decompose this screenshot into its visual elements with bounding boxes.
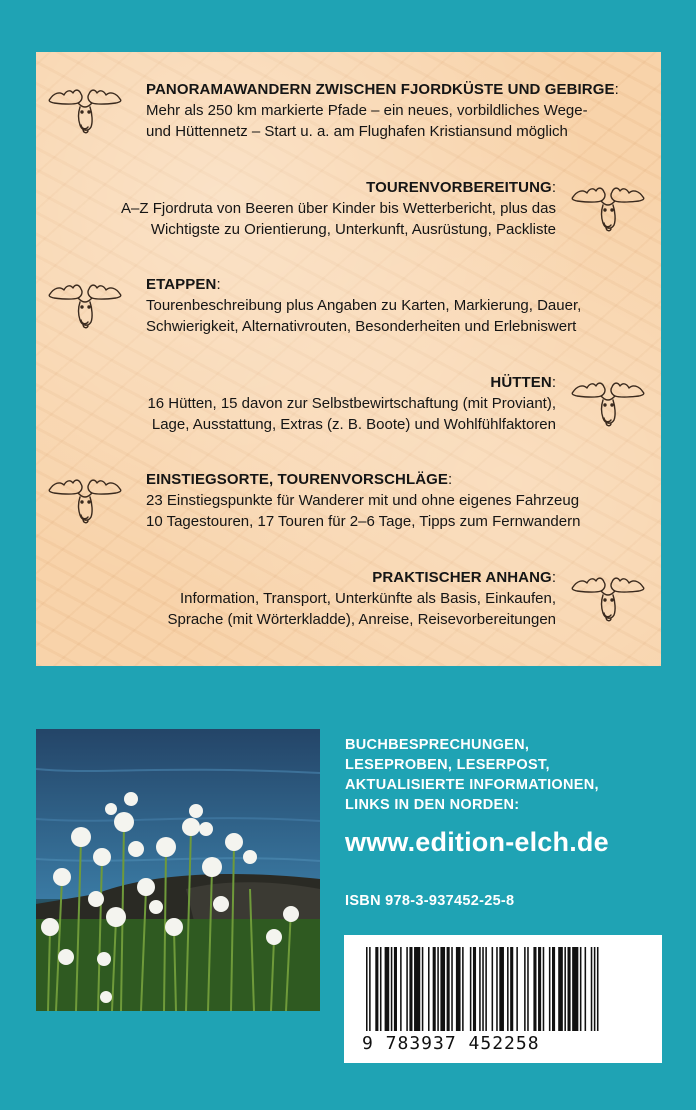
section-line: 16 Hütten, 15 davon zur Selbstbewirtschaftung (mit Proviant), — [147, 395, 556, 412]
barcode-bar — [451, 947, 453, 1031]
barcode-bar — [485, 947, 487, 1031]
cotton-grass-photo — [36, 729, 320, 1011]
barcode-bar — [422, 947, 424, 1031]
info-line: LESEPROBEN, LESERPOST, — [345, 757, 550, 773]
barcode-bar — [433, 947, 436, 1031]
barcode-bar — [558, 947, 563, 1031]
barcode-bar — [496, 947, 498, 1031]
barcode-icon — [362, 947, 644, 1031]
barcode-bar — [527, 947, 529, 1031]
barcode-bar — [594, 947, 596, 1031]
barcode-bar — [524, 947, 526, 1031]
barcode-bar — [552, 947, 555, 1031]
info-line: AKTUALISIERTE INFORMATIONEN, — [345, 777, 599, 793]
section-line: Wichtigste zu Orientierung, Unterkunft, Ausrüstung, Packliste — [150, 221, 556, 238]
moose-drawing — [565, 183, 651, 235]
heading-colon: : — [551, 569, 556, 586]
section-heading: PANORAMAWANDERN ZWISCHEN FJORDKÜSTE UND GEBIRGE — [146, 81, 615, 98]
section-line: Lage, Ausstattung, Extras (z. B. Boote) und Wohlfühlfaktoren — [151, 416, 556, 433]
barcode-bar — [482, 947, 484, 1031]
section-line: Schwierigkeit, Alternativrouten, Besonderheiten und Erlebniswert — [146, 318, 577, 335]
barcode-bar — [470, 947, 472, 1031]
barcode-bar — [414, 947, 420, 1031]
moose-drawing — [565, 573, 651, 625]
section-line: 10 Tagestouren, 17 Touren für 2–6 Tage, Tipps zum Fernwandern — [146, 513, 581, 530]
section-text — [146, 274, 581, 337]
section-line: A–Z Fjordruta von Beeren über Kinder bis Wetterbericht, plus das — [121, 200, 556, 217]
section-line: Tourenbeschreibung plus Angaben zu Karten, Markierung, Dauer, — [146, 297, 582, 314]
barcode-bar — [507, 947, 509, 1031]
section-text — [146, 79, 619, 142]
section-text — [146, 469, 580, 532]
barcode-bar — [456, 947, 461, 1031]
barcode-bar — [568, 947, 571, 1031]
section-text — [147, 372, 556, 435]
moose-icon — [42, 475, 128, 527]
barcode-bar — [409, 947, 412, 1031]
heading-colon: : — [551, 374, 556, 391]
info-line: BUCHBESPRECHUNGEN, — [345, 737, 530, 753]
barcode-bar — [543, 947, 545, 1031]
moose-icon — [565, 378, 651, 430]
barcode-bar — [499, 947, 504, 1031]
section-heading: EINSTIEGSORTE, TOURENVORSCHLÄGE — [146, 471, 449, 488]
moose-drawing — [42, 475, 128, 527]
section-line: 23 Einstiegspunkte für Wanderer mit und ohne eigenes Fahrzeug — [146, 492, 580, 509]
barcode-bar — [591, 947, 593, 1031]
barcode-bar — [492, 947, 494, 1031]
info-block — [345, 735, 599, 815]
moose-icon — [42, 85, 128, 137]
section-line: Mehr als 250 km markierte Pfade – ein neues, vorbildliches Wege- — [146, 102, 588, 119]
section-line: Sprache (mit Wörterkladde), Anreise, Reisevorbereitungen — [167, 611, 556, 628]
barcode-bar — [533, 947, 536, 1031]
barcode-bar — [428, 947, 430, 1031]
moose-icon — [42, 280, 128, 332]
barcode-bar — [564, 947, 566, 1031]
moose-drawing — [565, 378, 651, 430]
barcode-bar — [375, 947, 378, 1031]
barcode-bar — [580, 947, 582, 1031]
barcode-bar — [400, 947, 402, 1031]
barcode-bar — [473, 947, 476, 1031]
barcode-bar — [597, 947, 599, 1031]
barcode-digits: 9 783937 452258 — [362, 1033, 540, 1054]
photo-drawing — [36, 729, 320, 1011]
section-text — [121, 177, 556, 240]
heading-colon: : — [551, 179, 556, 196]
barcode — [344, 935, 662, 1063]
section-heading: PRAKTISCHER ANHANG — [372, 569, 552, 586]
heading-colon: : — [216, 276, 221, 293]
moose-icon — [565, 183, 651, 235]
barcode-bar — [510, 947, 513, 1031]
section-text — [167, 567, 556, 630]
barcode-bar — [538, 947, 541, 1031]
barcode-bar — [516, 947, 518, 1031]
website-link[interactable]: www.edition-elch.de — [345, 827, 609, 857]
barcode-bar — [380, 947, 382, 1031]
barcode-bar — [369, 947, 371, 1031]
barcode-bar — [572, 947, 578, 1031]
section-line: und Hüttennetz – Start u. a. am Flughafen Kristiansund möglich — [146, 123, 568, 140]
barcode-bar — [366, 947, 368, 1031]
section-heading: HÜTTEN — [490, 374, 552, 391]
barcode-bar — [391, 947, 393, 1031]
section-line: Information, Transport, Unterkünfte als Basis, Einkaufen, — [179, 590, 556, 607]
barcode-bar — [447, 947, 450, 1031]
heading-colon: : — [448, 471, 453, 488]
section-heading: ETAPPEN — [146, 276, 217, 293]
feature-panel — [36, 52, 661, 666]
barcode-bar — [479, 947, 481, 1031]
barcode-bar — [585, 947, 587, 1031]
barcode-bar — [440, 947, 445, 1031]
barcode-bar — [394, 947, 397, 1031]
barcode-bar — [462, 947, 464, 1031]
heading-colon: : — [614, 81, 619, 98]
isbn-text: ISBN 978-3-937452-25-8 — [345, 893, 515, 909]
section-heading: TOURENVORBEREITUNG — [366, 179, 552, 196]
info-line: LINKS IN DEN NORDEN: — [345, 797, 520, 813]
moose-icon — [565, 573, 651, 625]
moose-drawing — [42, 85, 128, 137]
barcode-bar — [549, 947, 551, 1031]
barcode-bar — [437, 947, 439, 1031]
moose-drawing — [42, 280, 128, 332]
barcode-bar — [406, 947, 408, 1031]
barcode-bar — [385, 947, 390, 1031]
